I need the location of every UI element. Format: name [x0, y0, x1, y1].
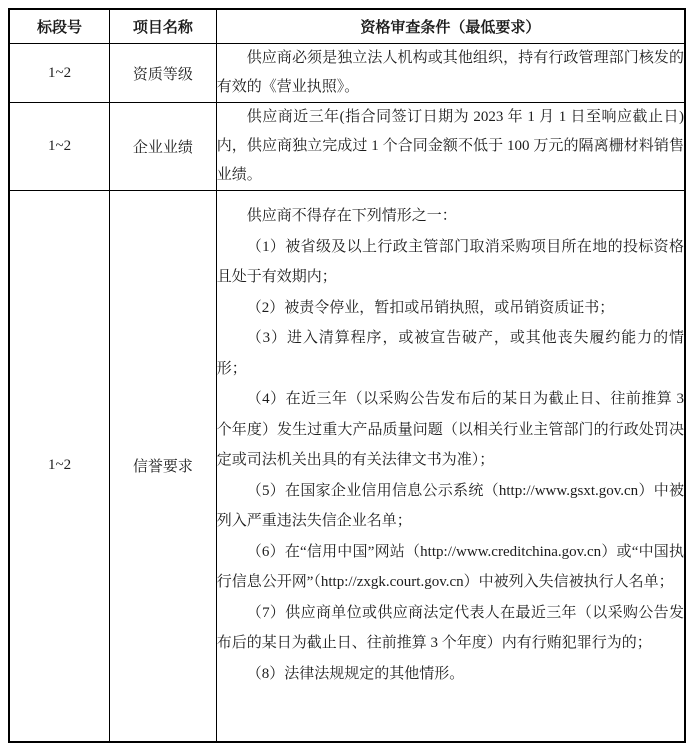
requirement-paragraph-6: （6）在“信用中国”网站（http://www.creditchina.gov.cn）或“中国执行信息公开网”（http://zxgk.court.gov.cn）中被列入失信被执行人名单；	[216, 543, 684, 590]
cell-item-name: 资质等级	[110, 44, 217, 103]
header-qualification-conditions: 资格审查条件（最低要求）	[216, 9, 685, 44]
cell-requirements	[216, 103, 685, 191]
header-section-number: 标段号	[9, 9, 110, 44]
cell-section-number: 1~2	[9, 191, 110, 742]
requirement-paragraph: 供应商必须是独立法人机构或其他组织，持有行政管理部门核发的有效的《营业执照》。	[216, 50, 684, 95]
table-header-row	[9, 9, 685, 44]
requirement-paragraph-2: （2）被责令停业，暂扣或吊销执照，或吊销资质证书；	[246, 299, 615, 316]
requirement-paragraph-intro: 供应商不得存在下列情形之一：	[246, 208, 457, 224]
header-item-name: 项目名称	[110, 9, 217, 44]
table-row-enterprise-performance	[9, 103, 685, 191]
cell-item-name: 信誉要求	[110, 191, 217, 742]
requirement-paragraph-3: （3）进入清算程序，或被宣告破产，或其他丧失履约能力的情形；	[216, 330, 684, 377]
qualification-review-table	[8, 8, 686, 743]
cell-section-number: 1~2	[9, 103, 110, 191]
requirement-paragraph-5: （5）在国家企业信用信息公示系统（http://www.gsxt.gov.cn）中被列入严重违法失信企业名单；	[216, 482, 684, 529]
table-row-credit-requirements	[9, 191, 685, 742]
table-row-qualification-grade	[9, 44, 685, 103]
cell-item-name: 企业业绩	[110, 103, 217, 191]
cell-section-number: 1~2	[9, 44, 110, 103]
cell-requirements	[216, 191, 685, 742]
requirement-paragraph-4: （4）在近三年（以采购公告发布后的某日为截止日、往前推算 3 个年度）发生过重大产品质量问题（以相关行业主管部门的行政处罚决定或司法机关出具的有关法律文书为准）；	[216, 391, 684, 468]
requirement-paragraph: 供应商近三年(指合同签订日期为 2023 年 1 月 1 日至响应截止日) 内，供应商独立完成过 1 个合同金额不低于 100 万元的隔离栅材料销售业绩。	[216, 109, 684, 183]
cell-requirements	[216, 44, 685, 103]
requirement-paragraph-1: （1）被省级及以上行政主管部门取消采购项目所在地的投标资格且处于有效期内；	[216, 238, 684, 285]
requirement-paragraph-7: （7）供应商单位或供应商法定代表人在最近三年（以采购公告发布后的某日为截止日、往前推算 3 个年度）内有行贿犯罪行为的；	[216, 604, 684, 651]
requirement-paragraph-8: （8）法律法规规定的其他情形。	[246, 665, 465, 682]
